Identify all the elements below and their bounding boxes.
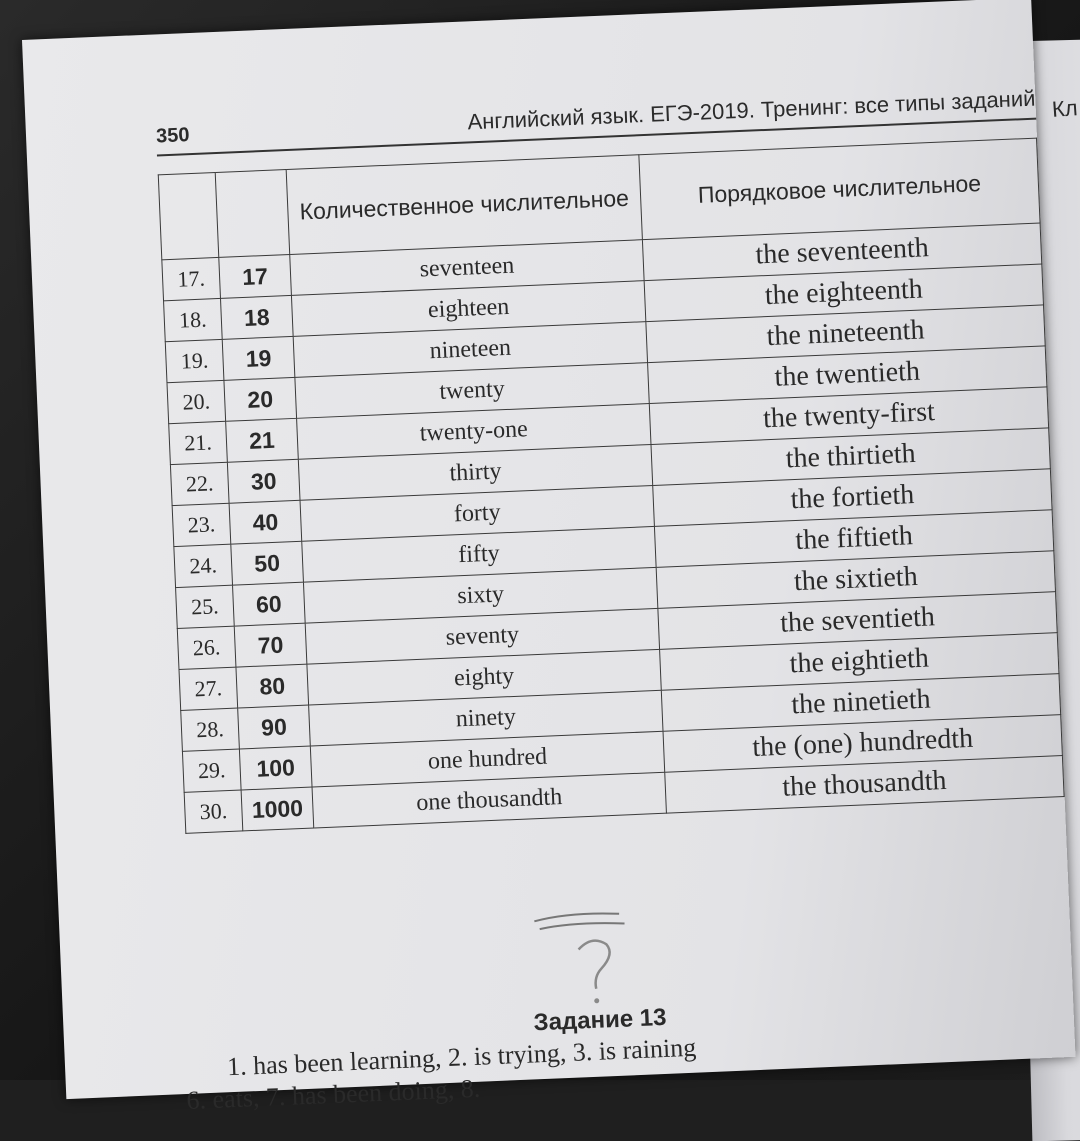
row-index: 26. [177, 626, 236, 669]
row-cardinal: thirty [298, 445, 652, 501]
next-page-fragment: Кл [1051, 95, 1079, 122]
row-index: 27. [179, 667, 238, 710]
row-cardinal: nineteen [293, 322, 647, 378]
row-ordinal: the ninetieth [661, 674, 1060, 732]
row-ordinal: the eighteenth [644, 264, 1043, 322]
row-number: 50 [231, 541, 304, 585]
row-cardinal: twenty-one [297, 404, 651, 460]
handwritten-question-mark [528, 895, 653, 1020]
row-number: 60 [233, 582, 306, 626]
row-cardinal: forty [300, 485, 654, 541]
row-number: 40 [229, 500, 302, 544]
header-index [158, 173, 219, 260]
running-head [156, 86, 1036, 149]
row-number: 70 [234, 623, 307, 667]
row-ordinal: the fortieth [653, 469, 1052, 527]
row-ordinal: the nineteenth [646, 305, 1045, 363]
book-page [22, 0, 1079, 1116]
row-ordinal: the thousandth [665, 756, 1064, 814]
row-index: 17. [162, 257, 221, 300]
row-number: 18 [220, 295, 293, 339]
row-cardinal: fifty [302, 526, 656, 582]
row-cardinal: ninety [309, 690, 663, 746]
row-index: 28. [181, 708, 240, 751]
answers-line-1: 1. has been learning, 2. is trying, 3. is raining [226, 1032, 697, 1082]
row-ordinal: the thirtieth [651, 428, 1050, 486]
answers-line-2: 6. eats, 7. has been doing, 8. [185, 1073, 481, 1116]
row-cardinal: sixty [303, 567, 657, 623]
row-cardinal: twenty [295, 363, 649, 419]
book-title: Английский язык. ЕГЭ-2019. Тренинг: все типы заданий [467, 85, 1036, 135]
numerals-table [158, 138, 1065, 834]
row-ordinal: the twentieth [648, 346, 1047, 404]
row-cardinal: seventy [305, 608, 659, 664]
row-ordinal: the fiftieth [654, 510, 1053, 568]
row-index: 22. [170, 462, 229, 505]
row-index: 20. [167, 380, 226, 423]
row-index: 24. [174, 544, 233, 587]
row-number: 80 [236, 664, 309, 708]
row-number: 30 [227, 459, 300, 503]
row-ordinal: the twenty-first [649, 387, 1048, 445]
row-number: 1000 [241, 787, 314, 831]
row-number: 19 [222, 336, 295, 380]
row-number: 90 [238, 705, 311, 749]
row-index: 18. [164, 298, 223, 341]
row-number: 20 [224, 377, 297, 421]
row-cardinal: eighty [307, 649, 661, 705]
row-cardinal: eighteen [291, 281, 645, 337]
header-ordinal: Порядковое числительное [639, 138, 1040, 240]
row-cardinal: one thousandth [312, 772, 666, 828]
row-index: 19. [165, 339, 224, 382]
row-ordinal: the (one) hundredth [663, 715, 1062, 773]
task-heading: Задание 13 [533, 1003, 667, 1037]
row-ordinal: the eightieth [660, 633, 1059, 691]
header-cardinal: Количественное числительное [286, 155, 642, 255]
row-index: 23. [172, 503, 231, 546]
row-number: 17 [219, 254, 292, 298]
row-ordinal: the seventieth [658, 592, 1057, 650]
row-ordinal: the sixtieth [656, 551, 1055, 609]
row-index: 30. [184, 790, 243, 833]
row-index: 25. [176, 585, 235, 628]
row-index: 29. [182, 749, 241, 792]
row-number: 100 [239, 746, 312, 790]
row-cardinal: seventeen [290, 240, 644, 296]
row-ordinal: the seventeenth [642, 223, 1041, 281]
row-number: 21 [226, 418, 299, 462]
header-number [215, 170, 289, 258]
row-cardinal: one hundred [310, 731, 664, 787]
page-number: 350 [155, 124, 190, 148]
row-index: 21. [169, 421, 228, 464]
